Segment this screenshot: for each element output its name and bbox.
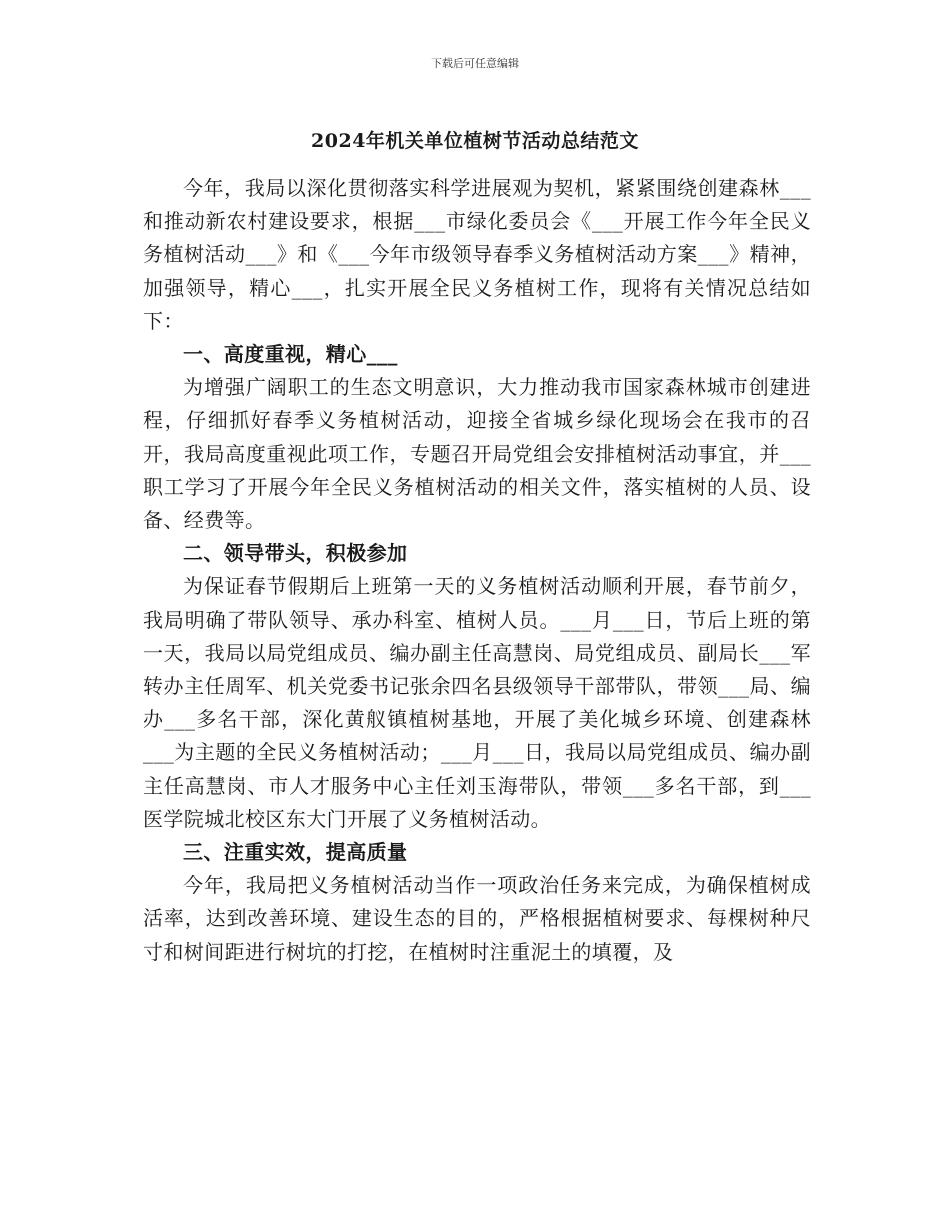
- section-heading-1: 一、高度重视，精心___: [183, 342, 398, 367]
- section-heading-2: 二、领导带头，积极参加: [183, 541, 408, 566]
- document-body: [143, 172, 811, 969]
- page-header: 下载后可任意编辑: [431, 57, 519, 70]
- section-paragraph-1: 为增强广阔职工的生态文明意识，大力推动我市国家森林城市创建进程，仔细抓好春季义务植树活动，迎接全省城乡绿化现场会在我市的召开，我局高度重视此项工作，专题召开局党组会安排植树活动事宜，并___职工学习了开展今年全民义务植树活动的相关文件，落实植树的人员、设备、经费等。: [143, 375, 811, 533]
- document-title: 2024年机关单位植树节活动总结范文: [311, 130, 639, 152]
- section-heading-3: 三、注重实效，提高质量: [183, 840, 408, 865]
- section-paragraph-3: 今年，我局把义务植树活动当作一项政治任务来完成，为确保植树成活率，达到改善环境、建设生态的目的，严格根据植树要求、每棵树种尺寸和树间距进行树坑的打挖，在植树时注重泥土的填覆，及: [143, 873, 811, 964]
- intro-paragraph: 今年，我局以深化贯彻落实科学进展观为契机，紧紧围绕创建森林___和推动新农村建设要求，根据___市绿化委员会《___开展工作今年全民义务植树活动___》和《___今年市级领导春季义务植树活动方案___》精神，加强领导，精心___，扎实开展全民义务植树工作，现将有关情况总结如下：: [143, 176, 811, 333]
- section-paragraph-2: 为保证春节假期后上班第一天的义务植树活动顺利开展，春节前夕，我局明确了带队领导、承办科室、植树人员。___月___日，节后上班的第一天，我局以局党组成员、编办副主任高慧岗、局党组成员、副局长___军转办主任周军、机关党委书记张余四名县级领导干部带队，带领___局、编办___多名干部，深化黄舣镇植树基地，开展了美化城乡环境、创建森林___为主题的全民义务植树活动；___月___日，我局以局党组成员、编办副主任高慧岗、市人才服务中心主任刘玉海带队，带领___多名干部，到___医学院城北校区东大门开展了义务植树活动。: [143, 574, 811, 831]
